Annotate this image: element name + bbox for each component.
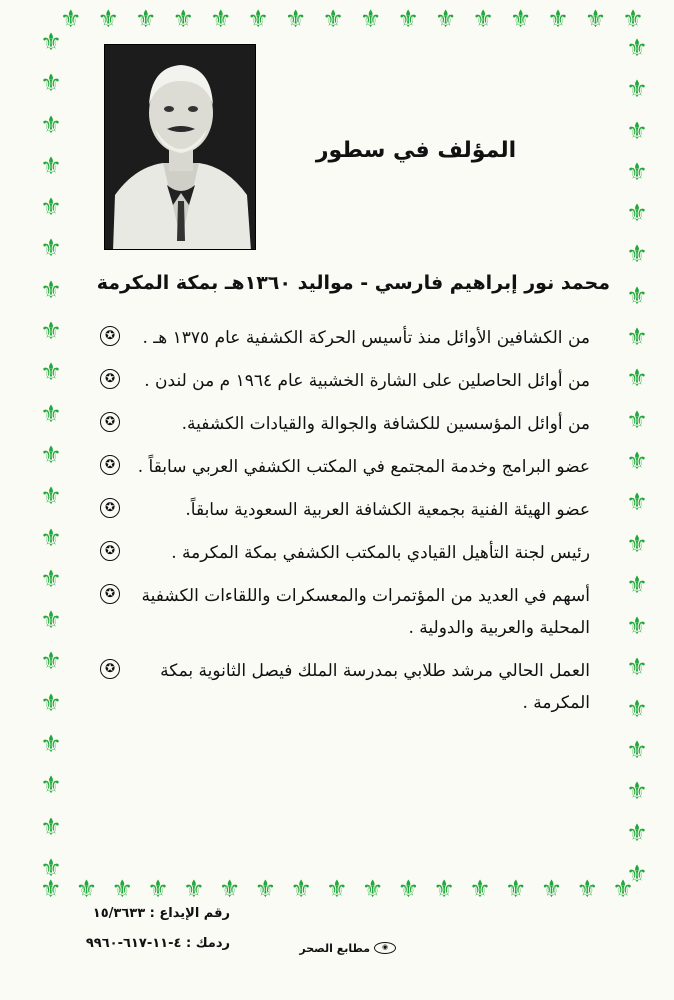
fleur-de-lis-icon: ⚜ <box>40 730 62 759</box>
bio-item <box>100 322 590 354</box>
bio-item-text: عضو الهيئة الفنية بجمعية الكشافة العربية السعودية سابقاً. <box>185 500 590 520</box>
fleur-de-lis-icon: ⚜ <box>509 5 532 33</box>
fleur-de-lis-icon: ⚜ <box>183 875 205 903</box>
fleur-de-lis-icon: ⚜ <box>40 606 62 635</box>
bio-item <box>100 365 590 397</box>
fleur-de-lis-icon: ⚜ <box>60 5 82 33</box>
fleur-de-lis-icon: ⚜ <box>40 275 62 304</box>
fleur-de-lis-icon: ⚜ <box>40 875 62 903</box>
fleur-de-lis-icon: ⚜ <box>97 5 119 33</box>
fleur-de-lis-icon: ⚜ <box>626 818 648 847</box>
fleur-de-lis-icon: ⚜ <box>397 5 419 33</box>
fleur-de-lis-icon: ⚜ <box>40 358 62 387</box>
fleur-de-lis-icon: ⚜ <box>472 5 494 33</box>
star-bullet-icon: ✪ <box>100 584 120 604</box>
fleur-de-lis-icon: ⚜ <box>397 875 420 903</box>
bio-item <box>100 451 590 483</box>
page-title: المؤلف في سطور <box>315 138 517 163</box>
fleur-de-lis-icon: ⚜ <box>626 736 648 765</box>
fleur-de-lis-icon: ⚜ <box>147 875 169 903</box>
fleur-de-lis-icon: ⚜ <box>626 405 648 434</box>
fleur-de-lis-icon: ⚜ <box>284 5 307 33</box>
star-bullet-icon: ✪ <box>100 326 120 346</box>
fleur-de-lis-icon: ⚜ <box>209 5 232 33</box>
fleur-de-lis-icon: ⚜ <box>322 5 344 33</box>
star-bullet-icon: ✪ <box>100 498 120 518</box>
fleur-de-lis-icon: ⚜ <box>40 69 62 98</box>
fleur-de-lis-icon: ⚜ <box>626 446 648 475</box>
fleur-de-lis-icon: ⚜ <box>40 482 62 511</box>
bio-list <box>100 322 590 719</box>
fleur-de-lis-icon: ⚜ <box>576 875 598 903</box>
bio-item-text: من الكشافين الأوائل منذ تأسيس الحركة الكشفية عام ١٣٧٥ هـ . <box>142 328 590 348</box>
printer-name: مطابع الصحر <box>299 941 370 955</box>
fleur-de-lis-icon: ⚜ <box>626 116 648 145</box>
frame-border-top <box>60 2 644 36</box>
fleur-de-lis-icon: ⚜ <box>626 34 648 62</box>
fleur-de-lis-icon: ⚜ <box>40 28 62 56</box>
fleur-de-lis-icon: ⚜ <box>40 564 62 593</box>
fleur-de-lis-icon: ⚜ <box>626 653 648 682</box>
fleur-de-lis-icon: ⚜ <box>40 688 62 717</box>
fleur-de-lis-icon: ⚜ <box>134 5 157 33</box>
bio-item <box>100 408 590 440</box>
bio-item-text: أسهم في العديد من المؤتمرات والمعسكرات واللقاءات الكشفية المحلية والعربية والدولية . <box>141 586 590 638</box>
fleur-de-lis-icon: ⚜ <box>626 570 648 599</box>
fleur-de-lis-icon: ⚜ <box>626 694 648 723</box>
fleur-de-lis-icon: ⚜ <box>247 5 269 33</box>
bio-item-text: رئيس لجنة التأهيل القيادي بالمكتب الكشفي بمكة المكرمة . <box>171 543 590 563</box>
isbn-number: ردمك : ٤-١١-٦١٧-٩٩٦٠ <box>85 936 230 951</box>
star-bullet-icon: ✪ <box>100 659 120 679</box>
fleur-de-lis-icon: ⚜ <box>361 875 384 903</box>
fleur-de-lis-icon: ⚜ <box>434 5 457 33</box>
fleur-de-lis-icon: ⚜ <box>626 777 648 806</box>
fleur-de-lis-icon: ⚜ <box>290 875 312 903</box>
fleur-de-lis-icon: ⚜ <box>40 440 62 469</box>
fleur-de-lis-icon: ⚜ <box>547 5 569 33</box>
fleur-de-lis-icon: ⚜ <box>40 151 62 180</box>
star-bullet-icon: ✪ <box>100 369 120 389</box>
fleur-de-lis-icon: ⚜ <box>40 399 62 428</box>
fleur-de-lis-icon: ⚜ <box>111 875 134 903</box>
fleur-de-lis-icon: ⚜ <box>40 812 62 841</box>
fleur-de-lis-icon: ⚜ <box>469 875 491 903</box>
fleur-de-lis-icon: ⚜ <box>540 875 563 903</box>
fleur-de-lis-icon: ⚜ <box>40 771 62 800</box>
fleur-de-lis-icon: ⚜ <box>626 859 648 888</box>
author-name-line: محمد نور إبراهيم فارسي - مواليد ١٣٦٠هـ بمكة المكرمة <box>96 272 610 294</box>
fleur-de-lis-icon: ⚜ <box>626 488 648 517</box>
fleur-de-lis-icon: ⚜ <box>326 875 348 903</box>
fleur-de-lis-icon: ⚜ <box>40 523 62 552</box>
bio-item-text: من أوائل الحاصلين على الشارة الخشبية عام ١٩٦٤ م من لندن . <box>144 371 590 391</box>
bio-item <box>100 537 590 569</box>
fleur-de-lis-icon: ⚜ <box>626 364 648 393</box>
fleur-de-lis-icon: ⚜ <box>359 5 382 33</box>
bio-item <box>100 655 590 719</box>
fleur-de-lis-icon: ⚜ <box>40 234 62 263</box>
fleur-de-lis-icon: ⚜ <box>626 240 648 269</box>
fleur-de-lis-icon: ⚜ <box>40 110 62 139</box>
bio-item-text: عضو البرامج وخدمة المجتمع في المكتب الكشفي العربي سابقاً . <box>137 457 590 477</box>
frame-border-bottom <box>40 872 634 906</box>
author-photo <box>104 44 256 250</box>
fleur-de-lis-icon: ⚜ <box>626 75 648 104</box>
fleur-de-lis-icon: ⚜ <box>626 199 648 228</box>
fleur-de-lis-icon: ⚜ <box>75 875 98 903</box>
legal-deposit-number: رقم الإيداع : ١٥/٣٦٣٣ <box>92 906 230 921</box>
fleur-de-lis-icon: ⚜ <box>254 875 277 903</box>
fleur-de-lis-icon: ⚜ <box>40 853 62 882</box>
star-bullet-icon: ✪ <box>100 412 120 432</box>
fleur-de-lis-icon: ⚜ <box>626 529 648 558</box>
fleur-de-lis-icon: ⚜ <box>626 281 648 310</box>
fleur-de-lis-icon: ⚜ <box>626 612 648 641</box>
fleur-de-lis-icon: ⚜ <box>433 875 455 903</box>
fleur-de-lis-icon: ⚜ <box>626 157 648 186</box>
fleur-de-lis-icon: ⚜ <box>40 647 62 676</box>
fleur-de-lis-icon: ⚜ <box>612 875 634 903</box>
star-bullet-icon: ✪ <box>100 541 120 561</box>
printer-logo-icon: ◉ <box>374 942 396 954</box>
bio-item-text: العمل الحالي مرشد طلابي بمدرسة الملك فيصل الثانوية بمكة المكرمة . <box>160 661 590 713</box>
bio-item <box>100 580 590 644</box>
author-portrait-image <box>105 45 256 250</box>
frame-border-left <box>34 30 68 880</box>
printer-mark <box>286 938 396 958</box>
bio-item-text: من أوائل المؤسسين للكشافة والجوالة والقيادات الكشفية. <box>181 414 590 434</box>
frame-border-right <box>620 36 654 886</box>
fleur-de-lis-icon: ⚜ <box>218 875 241 903</box>
bio-item <box>100 494 590 526</box>
fleur-de-lis-icon: ⚜ <box>172 5 194 33</box>
fleur-de-lis-icon: ⚜ <box>504 875 527 903</box>
star-bullet-icon: ✪ <box>100 455 120 475</box>
fleur-de-lis-icon: ⚜ <box>40 317 62 346</box>
fleur-de-lis-icon: ⚜ <box>584 5 607 33</box>
fleur-de-lis-icon: ⚜ <box>622 5 644 33</box>
fleur-de-lis-icon: ⚜ <box>40 193 62 222</box>
fleur-de-lis-icon: ⚜ <box>626 323 648 352</box>
